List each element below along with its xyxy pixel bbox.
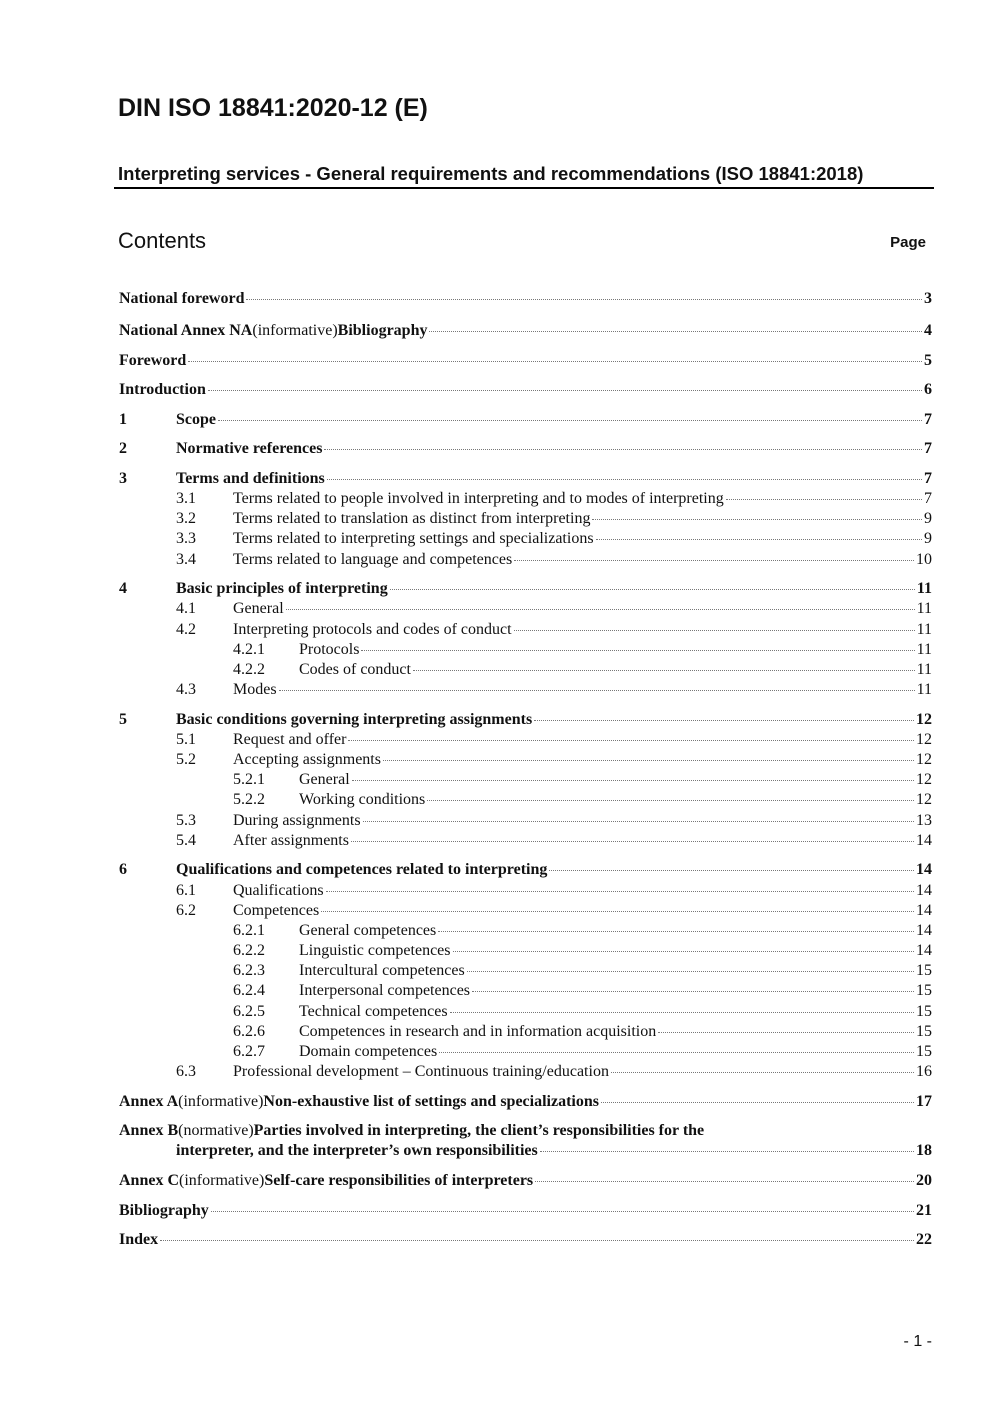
toc-entry[interactable] [119,352,932,372]
toc-entry[interactable] [119,1093,932,1113]
toc-entry-title-continued: interpreter, and the interpreter’s own responsibilities [176,1142,538,1159]
toc-entry-title: National foreword [119,290,245,307]
toc-entry[interactable] [299,922,932,942]
dot-leader [363,821,914,822]
toc-entry[interactable] [119,1172,932,1192]
toc-entry[interactable] [119,1122,932,1142]
dot-leader [439,1052,914,1053]
toc-entry-title: Bibliography [119,1202,209,1219]
toc-entry-prefix: Annex A [119,1093,179,1110]
toc-entry-note: (informative) [179,1172,265,1189]
toc-entry-prefix: Annex C [119,1172,180,1189]
toc-entry-title: Request and offer [233,731,347,748]
toc-entry[interactable] [176,411,932,431]
toc-entry[interactable] [233,832,932,852]
toc-entry-prefix: Annex B [119,1122,179,1139]
toc-entry-number: 3.3 [176,530,196,547]
toc-entry[interactable] [233,510,932,530]
dot-leader [540,1151,914,1152]
dot-leader [535,1181,914,1182]
dot-leader [361,650,914,651]
toc-entry[interactable] [176,440,932,460]
toc-entry-page: 7 [924,470,932,487]
toc-entry[interactable] [119,1202,932,1222]
toc-entry[interactable] [233,600,932,620]
toc-entry[interactable] [233,902,932,922]
dot-leader [514,560,914,561]
toc-entry-title: Foreword [119,352,187,369]
dot-leader [324,449,922,450]
toc-entry-title: Accepting assignments [233,751,381,768]
toc-entry[interactable] [299,1023,932,1043]
toc-entry-title: Competences in research and in information acquisition [299,1023,657,1040]
toc-entry-number: 4.3 [176,681,196,698]
toc-entry-title: Terms and definitions [176,470,325,487]
dot-leader [160,1240,914,1241]
toc-entry-page: 12 [916,751,932,768]
toc-entry-title: Protocols [299,641,360,658]
toc-entry-title: Basic conditions governing interpreting assignments [176,711,533,728]
toc-entry-page: 10 [916,551,932,568]
toc-entry-number: 4.2.2 [233,661,265,678]
toc-entry-title: Codes of conduct [299,661,411,678]
toc-entry[interactable] [119,322,932,342]
toc-entry-title: General [233,600,284,617]
toc-entry-number: 6.2.2 [233,942,265,959]
dot-leader [351,841,914,842]
dot-leader [327,479,922,480]
toc-entry-number: 1 [119,411,127,428]
toc-entry-title: Introduction [119,381,206,398]
toc-entry-number: 6.3 [176,1063,196,1080]
toc-entry-title: Competences [233,902,320,919]
toc-entry-title: Terms related to people involved in interpreting and to modes of interpreting [233,490,724,507]
toc-entry[interactable] [299,1003,932,1023]
toc-entry-page: 12 [916,731,932,748]
toc-entry-number: 6.2.3 [233,962,265,979]
toc-entry-page: 12 [916,771,932,788]
toc-entry-title: Non-exhaustive list of settings and specializations [263,1093,599,1110]
toc-entry-page: 14 [916,902,932,919]
toc-entry-number: 5 [119,711,127,728]
toc-entry-page: 5 [924,352,932,369]
dot-leader [427,800,914,801]
dot-leader [514,630,915,631]
toc-entry-number: 2 [119,440,127,457]
toc-entry-page: 11 [916,661,932,678]
toc-entry-number: 6.2 [176,902,196,919]
toc-entry[interactable] [299,1043,932,1063]
dot-leader [726,499,922,500]
toc-entry-title: General [299,771,350,788]
toc-entry-page: 14 [916,882,932,899]
toc-entry-title: Terms related to language and competences [233,551,513,568]
toc-entry-page: 15 [916,1023,932,1040]
dot-leader [279,690,915,691]
toc-entry[interactable] [299,771,932,791]
toc-entry-page: 14 [916,832,932,849]
toc-entry[interactable] [119,1231,932,1251]
dot-leader [534,720,914,721]
toc-entry-title: Working conditions [299,791,426,808]
toc-entry[interactable] [299,962,932,982]
toc-entry[interactable] [176,861,932,881]
toc-entry-page: 7 [924,411,932,428]
dot-leader [188,361,922,362]
toc-entry-page: 12 [916,711,932,728]
toc-entry-number: 6.2.1 [233,922,265,939]
toc-entry-number: 5.4 [176,832,196,849]
toc-entry[interactable] [233,1063,932,1083]
dot-leader [438,931,914,932]
toc-entry-page: 7 [924,490,932,507]
toc-entry-page: 16 [916,1063,932,1080]
toc-entry-page: 15 [916,1003,932,1020]
dot-leader [286,609,915,610]
toc-entry-number: 5.3 [176,812,196,829]
toc-entry-title: Scope [176,411,216,428]
toc-entry-page: 15 [916,962,932,979]
toc-entry-title: Domain competences [299,1043,438,1060]
dot-leader [218,420,922,421]
toc-entry-number: 6.1 [176,882,196,899]
toc-entry-title: Intercultural competences [299,962,465,979]
toc-entry-note: (normative) [178,1122,254,1139]
toc-entry-page: 9 [924,530,932,547]
dot-leader [326,891,914,892]
toc-entry-page: 11 [916,600,932,617]
toc-entry-page: 20 [916,1172,932,1189]
toc-entry-title: Professional development – Continuous training/education [233,1063,609,1080]
toc-entry-number: 6.2.7 [233,1043,265,1060]
toc-entry-title: Qualifications [233,882,324,899]
toc-entry-page: 11 [916,641,932,658]
toc-entry-title: Terms related to interpreting settings and specializations [233,530,594,547]
toc-entry-page: 11 [916,681,932,698]
page-column-heading: Page [890,234,926,251]
dot-leader [601,1102,914,1103]
dot-leader [611,1072,914,1073]
dot-leader [429,331,922,332]
toc-entry-note: (informative) [252,322,338,339]
toc-entry-number: 6 [119,861,127,878]
page-number-footer: - 1 - [903,1333,932,1350]
document-title: DIN ISO 18841:2020-12 (E) [118,94,428,122]
toc-entry[interactable] [233,621,932,641]
toc-entry[interactable] [233,751,932,771]
dot-leader [549,870,914,871]
toc-entry-page: 7 [924,440,932,457]
toc-entry-page: 12 [916,791,932,808]
toc-entry-page: 3 [924,290,932,307]
toc-entry-number: 5.2.2 [233,791,265,808]
toc-entry-title: Linguistic competences [299,942,451,959]
dot-leader [450,1012,914,1013]
toc-entry-number: 5.2.1 [233,771,265,788]
toc-entry-title: General competences [299,922,437,939]
toc-entry-number: 6.2.4 [233,982,265,999]
toc-entry[interactable] [233,530,932,550]
toc-entry-page: 9 [924,510,932,527]
dot-leader [413,670,915,671]
toc-entry-number: 3 [119,470,127,487]
toc-entry-number: 3.1 [176,490,196,507]
toc-entry-page: 15 [916,982,932,999]
toc-entry-page: 21 [916,1202,932,1219]
toc-entry-title: During assignments [233,812,361,829]
toc-entry-number: 5.1 [176,731,196,748]
dot-leader [467,971,914,972]
toc-entry-page: 15 [916,1043,932,1060]
toc-entry-page: 14 [916,922,932,939]
toc-entry-page: 18 [916,1142,932,1159]
toc-entry-title: Bibliography [337,322,428,339]
toc-entry-title: Normative references [176,440,323,457]
toc-entry[interactable] [176,1142,932,1162]
toc-entry-page: 22 [916,1231,932,1248]
toc-entry-prefix: National Annex NA [119,322,253,339]
toc-entry-title: Basic principles of interpreting [176,580,388,597]
document-subtitle: Interpreting services - General requirements and recommendations (ISO 18841:2018) [114,163,934,189]
toc-entry-number: 3.2 [176,510,196,527]
dot-leader [390,589,915,590]
toc-entry[interactable] [176,580,932,600]
toc-entry-number: 4 [119,580,127,597]
toc-entry-title: Self-care responsibilities of interpreters [264,1172,534,1189]
toc-entry[interactable] [119,290,932,310]
toc-entry-number: 3.4 [176,551,196,568]
toc-entry-title: Interpersonal competences [299,982,471,999]
toc-entry[interactable] [299,791,932,811]
toc-entry-page: 4 [924,322,932,339]
toc-entry-title: Technical competences [299,1003,448,1020]
dot-leader [321,911,914,912]
toc-entry-number: 5.2 [176,751,196,768]
toc-entry[interactable] [233,812,932,832]
toc-entry[interactable] [299,982,932,1002]
dot-leader [596,539,922,540]
toc-entry[interactable] [233,551,932,571]
toc-entry[interactable] [233,490,932,510]
dot-leader [453,951,914,952]
toc-entry-title: Terms related to translation as distinct from interpreting [233,510,591,527]
dot-leader [208,390,922,391]
toc-entry[interactable] [299,942,932,962]
dot-leader [472,991,914,992]
toc-entry[interactable] [233,731,932,751]
toc-entry-page: 6 [924,381,932,398]
toc-entry[interactable] [299,641,932,661]
dot-leader [352,780,914,781]
toc-entry-number: 6.2.6 [233,1023,265,1040]
toc-entry-page: 13 [916,812,932,829]
toc-entry[interactable] [233,681,932,701]
toc-entry-page: 11 [916,580,932,597]
contents-heading: Contents [118,228,207,253]
toc-entry[interactable] [176,711,932,731]
dot-leader [246,299,922,300]
toc-entry-title: After assignments [233,832,349,849]
toc-entry[interactable] [176,470,932,490]
dot-leader [658,1032,914,1033]
toc-entry-number: 4.2 [176,621,196,638]
dot-leader [592,519,922,520]
toc-entry[interactable] [299,661,932,681]
toc-entry-title: Parties involved in interpreting, the client’s responsibilities for the [253,1122,705,1139]
toc-entry-note: (informative) [178,1093,264,1110]
toc-entry-title: Index [119,1231,159,1248]
toc-entry-page: 17 [916,1093,932,1110]
toc-entry-number: 6.2.5 [233,1003,265,1020]
toc-entry-number: 4.1 [176,600,196,617]
toc-entry-title: Modes [233,681,277,698]
toc-entry-number: 4.2.1 [233,641,265,658]
toc-entry[interactable] [119,381,932,401]
toc-entry-page: 14 [916,861,932,878]
dot-leader [348,740,914,741]
toc-entry-page: 11 [916,621,932,638]
dot-leader [383,760,914,761]
dot-leader [211,1211,914,1212]
toc-entry-title: Interpreting protocols and codes of conduct [233,621,512,638]
toc-entry[interactable] [233,882,932,902]
toc-entry-title: Qualifications and competences related to interpreting [176,861,548,878]
toc-entry-page: 14 [916,942,932,959]
